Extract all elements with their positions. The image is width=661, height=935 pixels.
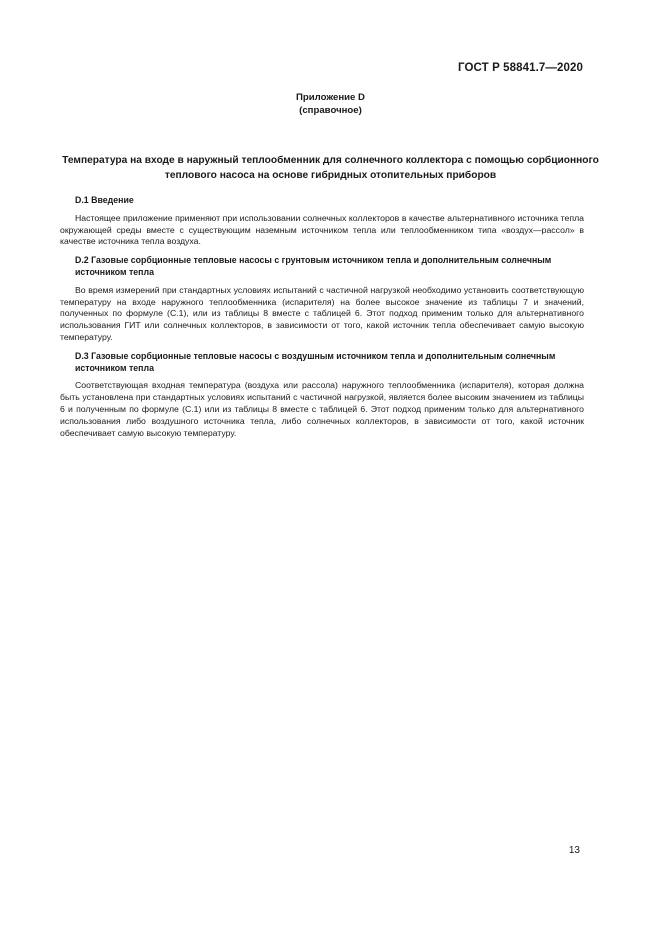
annex-heading	[0, 92, 661, 117]
section-d2	[60, 255, 584, 344]
annex-label: Приложение D	[296, 92, 365, 103]
section-d3	[60, 351, 584, 440]
section-paragraph: Во время измерений при стандартных условиях испытаний с частичной нагрузкой необходимо установить соответствующую температуру на входе наружного теплообменника (испарителя) на более высокое значение из таблицы 7 и значений, полученных по формуле (С.1), или из таблицы 8 вместе с таблицей 6. Этот подход применим только для альтернативного использования ГИТ или солнечных коллекторов, в зависимости от того, какой источник тепла обеспечивает самую высокую температуру.	[60, 284, 584, 342]
standard-code: ГОСТ Р 58841.7—2020	[458, 62, 583, 74]
section-heading: D.1 Введение	[75, 195, 134, 205]
annex-status: (справочное)	[299, 104, 362, 116]
section-d1	[60, 195, 584, 248]
annex-title: Температура на входе в наружный теплообменник для солнечного коллектора с помощью сорбционного теплового насоса на основе гибридных отопительных приборов	[62, 155, 599, 181]
page-number: 13	[568, 845, 580, 856]
section-paragraph: Настоящее приложение применяют при использовании солнечных коллекторов в качестве альтернативного источника тепла окружающей среды вместе с существующим наземным источником тепла или теплообменником типа «воздух—рассол» в качестве источника тепла воздуха.	[60, 212, 584, 247]
document-body	[60, 195, 584, 446]
section-paragraph: Соответствующая входная температура (воздуха или рассола) наружного теплообменника (испарителя), которая должна быть установлена при стандартных условиях испытаний с частичной нагрузкой, является более высоким значением из таблицы 6 и полученным по формуле (С.1) или из таблицы 8 вместе с таблицей 6. Этот подход применим только для альтернативного использования либо воздушного источника тепла, либо солнечных коллекторов, в зависимости от того, какой источник обеспечивает самую высокую температуру.	[60, 380, 584, 438]
section-heading: D.2 Газовые сорбционные тепловые насосы с грунтовым источником тепла и дополнительным солнечным источником тепла	[75, 255, 552, 277]
section-heading: D.3 Газовые сорбционные тепловые насосы с воздушным источником тепла и дополнительным солнечным источником тепла	[75, 350, 556, 373]
